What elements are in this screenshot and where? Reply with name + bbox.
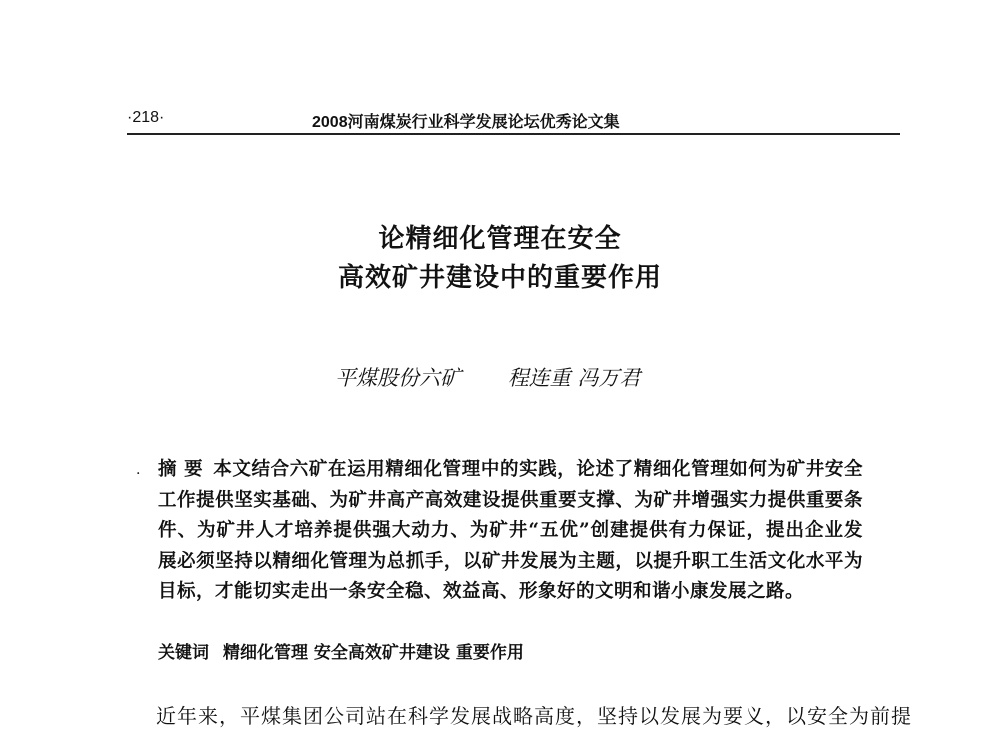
- page-number: ·218·: [127, 109, 165, 126]
- authors: [335, 362, 680, 392]
- keywords-label: 关键词: [158, 643, 209, 662]
- body-text: 近年来，平煤集团公司站在科学发展战略高度，坚持以发展为要义，以安全为前提: [156, 704, 912, 728]
- keywords-text: 精细化管理 安全高效矿井建设 重要作用: [223, 643, 524, 663]
- article-title-line-2: 高效矿井建设中的重要作用: [337, 263, 662, 293]
- abstract-label: 摘 要: [158, 459, 204, 480]
- affiliation: 平煤股份六矿: [335, 366, 461, 390]
- abstract-text: 本文结合六矿在运用精细化管理中的实践，论述了精细化管理如何为矿井安全工作提供坚实基础、为矿井高产高效建设提供重要支撑、为矿井增强实力提供重要条件、为矿井人才培养提供强大动力、为矿井“五优”创建提供有力保证，提出企业发展必须坚持以精细化管理为总抓手，以矿井发展为主题，以提升职工生活文化水平为目标，才能切实走出一条安全稳、效益高、形象好的文明和谐小康发展之路。: [158, 459, 863, 602]
- author-names: 程连重 冯万君: [507, 366, 641, 390]
- scan-speck: .: [136, 462, 141, 478]
- abstract: [158, 455, 863, 608]
- running-header: [127, 109, 900, 135]
- journal-title: 2008河南煤炭行业科学发展论坛优秀论文集: [312, 114, 620, 131]
- keywords: [158, 638, 524, 663]
- article-title-line-1: 论精细化管理在安全: [378, 224, 622, 254]
